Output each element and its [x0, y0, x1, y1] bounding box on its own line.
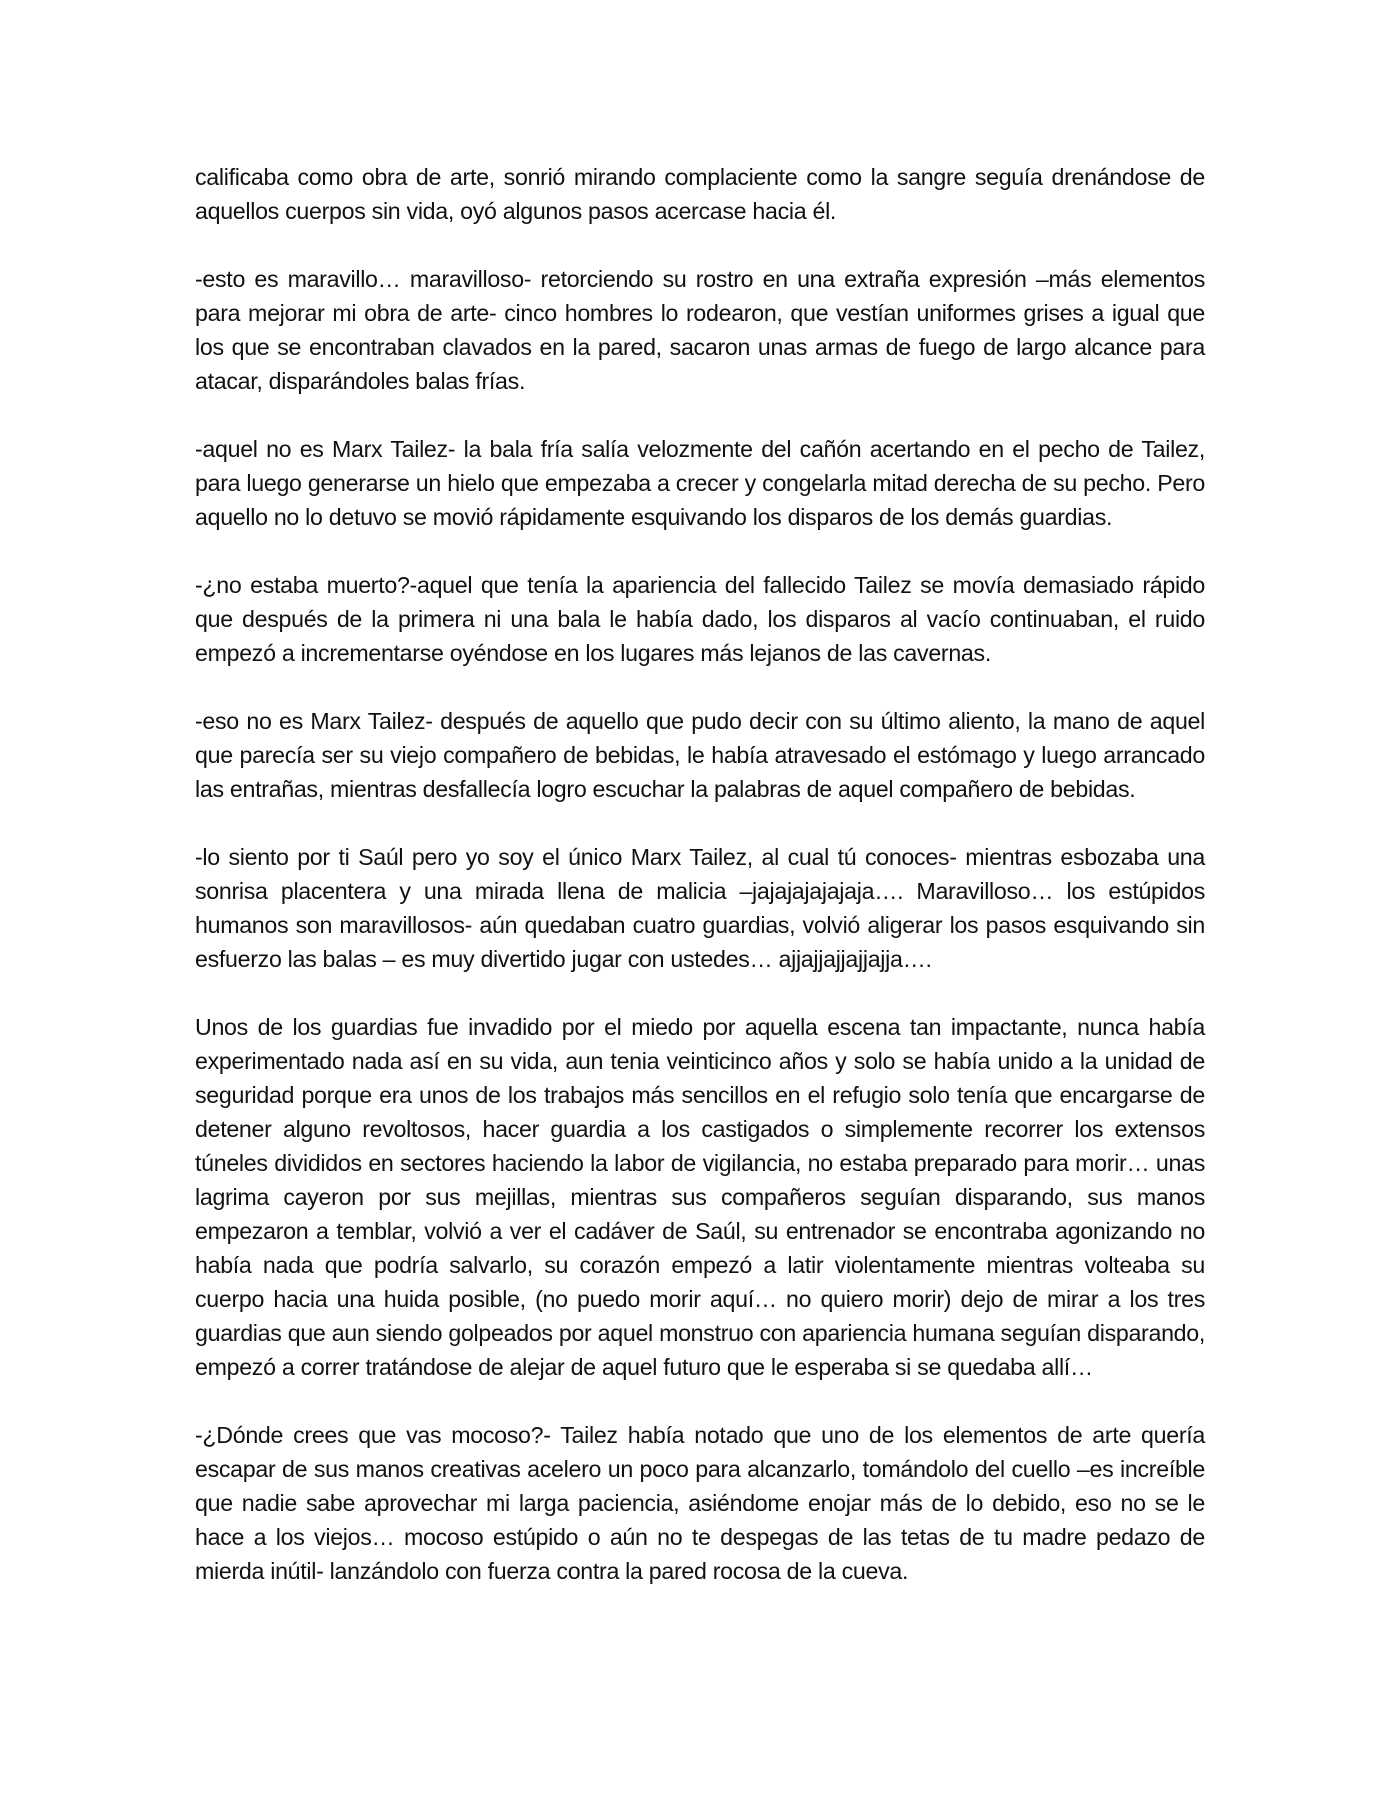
- paragraph: -¿no estaba muerto?-aquel que tenía la apariencia del fallecido Tailez se movía demasiado rápido que después de la primera ni una bala le había dado, los disparos al vacío continuaban, el ruido empezó a incrementarse oyéndose en los lugares más lejanos de las cavernas.: [195, 572, 1205, 666]
- paragraph: -esto es maravillo… maravilloso- retorciendo su rostro en una extraña expresión –más elementos para mejorar mi obra de arte- cinco hombres lo rodearon, que vestían uniformes grises a igual que los que se encontraban clavados en la pared, sacaron unas armas de fuego de largo alcance para atacar, disparándoles balas frías.: [195, 266, 1205, 394]
- paragraph: -aquel no es Marx Tailez- la bala fría salía velozmente del cañón acertando en el pecho de Tailez, para luego generarse un hielo que empezaba a crecer y congelarla mitad derecha de su pecho. Pero aquello no lo detuvo se movió rápidamente esquivando los disparos de los demás guardias.: [195, 436, 1205, 530]
- paragraph: -¿Dónde crees que vas mocoso?- Tailez había notado que uno de los elementos de arte quería escapar de sus manos creativas acelero un poco para alcanzarlo, tomándolo del cuello –es increíble que nadie sabe aprovechar mi larga paciencia, asiéndome enojar más de lo debido, eso no se le hace a los viejos… mocoso estúpido o aún no te despegas de las tetas de tu madre pedazo de mierda inútil- lanzándolo con fuerza contra la pared rocosa de la cueva.: [195, 1422, 1205, 1584]
- paragraph: calificaba como obra de arte, sonrió mirando complaciente como la sangre seguía drenándose de aquellos cuerpos sin vida, oyó algunos pasos acercase hacia él.: [195, 164, 1205, 224]
- paragraph: Unos de los guardias fue invadido por el miedo por aquella escena tan impactante, nunca había experimentado nada así en su vida, aun tenia veinticinco años y solo se había unido a la unidad de seguridad porque era unos de los trabajos más sencillos en el refugio solo tenía que encargarse de detener alguno revoltosos, hacer guardia a los castigados o simplemente recorrer los extensos túneles divididos en sectores haciendo la labor de vigilancia, no estaba preparado para morir… unas lagrima cayeron por sus mejillas, mientras sus compañeros seguían disparando, sus manos empezaron a temblar, volvió a ver el cadáver de Saúl, su entrenador se encontraba agonizando no había nada que podría salvarlo, su corazón empezó a latir violentamente mientras volteaba su cuerpo hacia una huida posible, (no puedo morir aquí… no quiero morir) dejo de mirar a los tres guardias que aun siendo golpeados por aquel monstruo con apariencia humana seguían disparando, empezó a correr tratándose de alejar de aquel futuro que le esperaba si se quedaba allí…: [195, 1014, 1205, 1380]
- document-body: [195, 160, 1205, 1588]
- paragraph: -lo siento por ti Saúl pero yo soy el único Marx Tailez, al cual tú conoces- mientras esbozaba una sonrisa placentera y una mirada llena de malicia –jajajajajajaja…. Maravilloso… los estúpidos humanos son maravillosos- aún quedaban cuatro guardias, volvió aligerar los pasos esquivando sin esfuerzo las balas – es muy divertido jugar con ustedes… ajjajjajjajjajja….: [195, 844, 1205, 972]
- paragraph: -eso no es Marx Tailez- después de aquello que pudo decir con su último aliento, la mano de aquel que parecía ser su viejo compañero de bebidas, le había atravesado el estómago y luego arrancado las entrañas, mientras desfallecía logro escuchar la palabras de aquel compañero de bebidas.: [195, 708, 1205, 802]
